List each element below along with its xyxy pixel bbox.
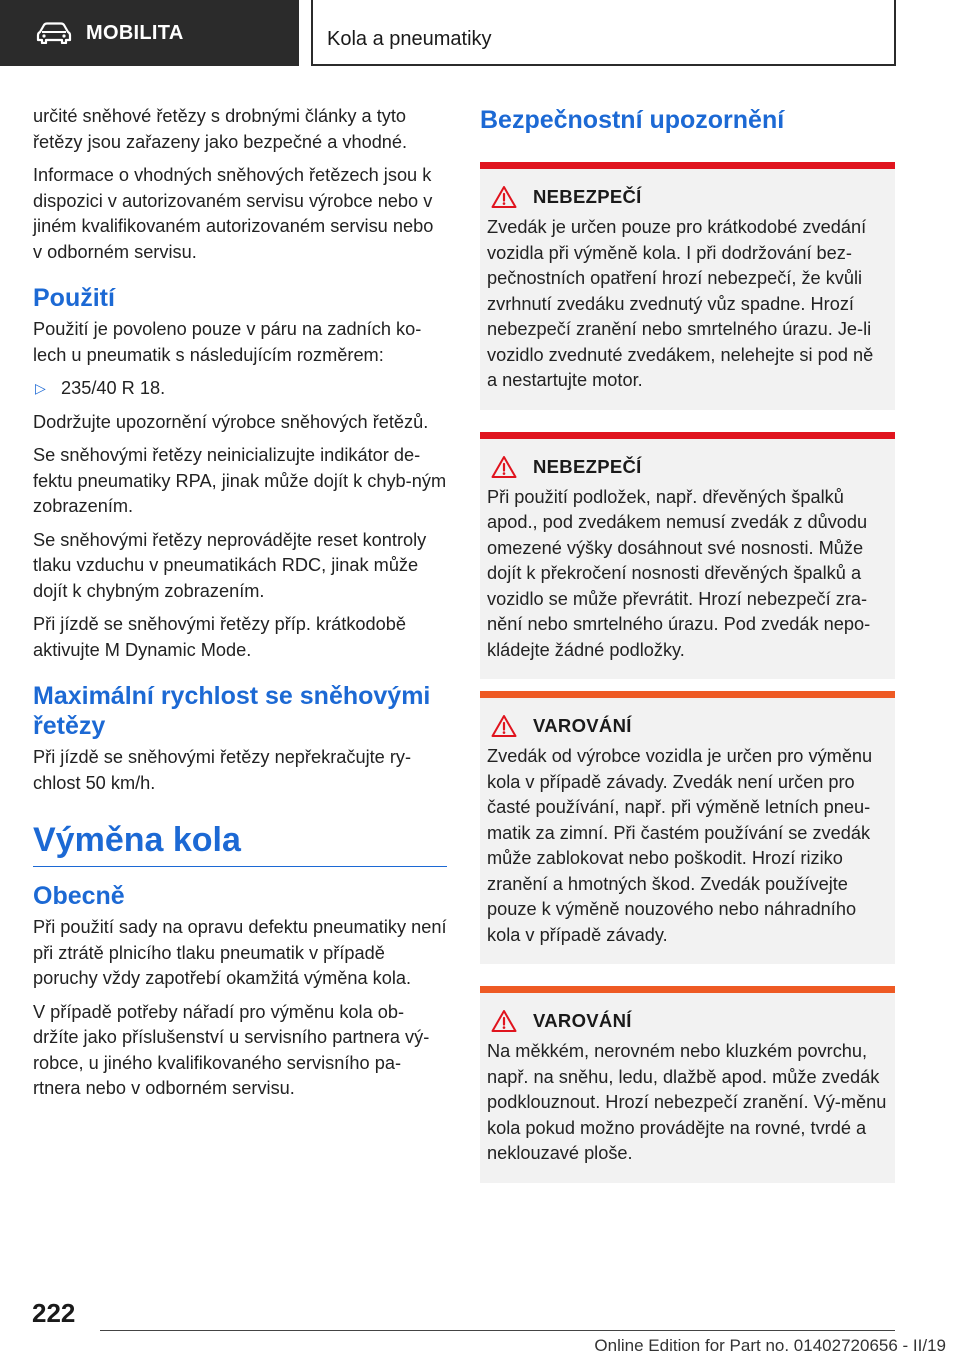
warning-text: Zvedák od výrobce vozidla je určen pro výměnu kola v případě závady. Zvedák není určen pro časté používání, např. při výměně letních pneu‐matik za zimní. Při častém používání se zvedák může zablokovat nebo poškodit. Hrozí riziko zranění a hmotných škod. Zvedák používejte pouze k výměně nouzového nebo náhradního kola v případě závady. bbox=[487, 746, 873, 945]
paragraph: Použití je povoleno pouze v páru na zadních ko‐lech u pneumatik s následujícím rozměrem: bbox=[33, 319, 422, 365]
heading-wheel-change: Výměna kola bbox=[33, 820, 447, 867]
danger-box bbox=[480, 162, 895, 410]
warning-header bbox=[491, 455, 887, 479]
section-label: MOBILITA bbox=[86, 21, 184, 44]
car-icon bbox=[36, 22, 72, 44]
list-item-text: 235/40 R 18. bbox=[61, 378, 166, 398]
list-item bbox=[33, 376, 447, 402]
paragraph: Se sněhovými řetězy neinicializujte indikátor de‐fektu pneumatiky RPA, jinak může dojít k chyb‐ným zobrazením. bbox=[33, 445, 447, 516]
warning-triangle-icon bbox=[491, 714, 517, 738]
warning-header bbox=[491, 1009, 887, 1033]
warning-text: Při použití podložek, např. dřevěných špalků apod., pod zvedákem nemusí zvedák z důvodu omezené výšky dosáhnout své nosnosti. Může dojít k překročení nosnosti dřevěných špalků a vozidlo se může převrátit. Hrozí nebezpečí zra‐nění nebo smrtelného úrazu. Pod zvedák nepo‐kládejte žádné podložky. bbox=[487, 486, 871, 660]
warning-level: VAROVÁNÍ bbox=[533, 1010, 632, 1031]
warning-level: VAROVÁNÍ bbox=[533, 715, 632, 736]
triangle-bullet-icon: ▷ bbox=[35, 380, 46, 396]
page-header bbox=[0, 0, 960, 66]
paragraph: Při jízdě se sněhovými řetězy příp. krátkodobě aktivujte M Dynamic Mode. bbox=[33, 614, 407, 660]
paragraph: Při jízdě se sněhovými řetězy nepřekračujte ry‐chlost 50 km/h. bbox=[33, 747, 412, 793]
right-column bbox=[480, 100, 895, 1195]
warning-header bbox=[491, 185, 887, 209]
chapter-tab bbox=[311, 0, 896, 66]
left-column bbox=[33, 104, 447, 1110]
heading-general: Obecně bbox=[33, 882, 125, 910]
warning-level: NEBEZPEČÍ bbox=[533, 455, 642, 477]
page-number: 222 bbox=[32, 1298, 76, 1328]
warning-level: NEBEZPEČÍ bbox=[533, 186, 642, 207]
paragraph: Informace o vhodných sněhových řetězech jsou k dispozici v autorizovaném servisu výrobce nebo v jiném kvalifikovaném autorizovaném servisu nebo v odborném servisu. bbox=[33, 165, 434, 262]
safety-heading: Bezpečnostní upozornění bbox=[480, 106, 785, 134]
heading-use: Použití bbox=[33, 284, 115, 312]
paragraph: Dodržujte upozornění výrobce sněhových řetězů. bbox=[33, 411, 429, 432]
paragraph: V případě potřeby nářadí pro výměnu kola ob‐držíte jako příslušenství u servisního partnera vý‐robce, u jiného kvalifikovaného servisního pa‐rtnera nebo v odborném servisu. bbox=[33, 1001, 430, 1098]
warning-text: Zvedák je určen pouze pro krátkodobé zvedání vozidla při výměně kola. I při dodržování bez‐pečnostních opatření hrozí nebezpečí, že kvůli zvrhnutí zvedáku zvednutý vůz spadne. Hrozí nebezpečí zranění nebo smrtelného úrazu. Je-li vozidlo zvednuté zvedákem, nelehejte si pod ně a nestartujte motor. bbox=[487, 217, 874, 390]
warning-triangle-icon bbox=[491, 185, 517, 209]
edition-note: Online Edition for Part no. 01402720656 - II/19 bbox=[594, 1336, 946, 1355]
danger-box bbox=[480, 432, 895, 680]
caution-box bbox=[480, 691, 895, 964]
paragraph: Se sněhovými řetězy neprovádějte reset kontroly tlaku vzduchu v pneumatikách RDC, jinak může dojít k chybným zobrazením. bbox=[33, 529, 427, 601]
caution-box bbox=[480, 986, 895, 1183]
paragraph: určité sněhové řetězy s drobnými články a tyto řetězy jsou zařazeny jako bezpečné a vhodné. bbox=[33, 106, 408, 152]
footer-divider bbox=[100, 1330, 895, 1331]
warning-header bbox=[491, 714, 887, 738]
warning-triangle-icon bbox=[491, 1009, 517, 1033]
heading-max-speed: Maximální rychlost se sněhovými řetězy bbox=[33, 682, 431, 740]
chapter-label: Kola a pneumatiky bbox=[327, 28, 492, 50]
section-tab bbox=[0, 0, 299, 66]
warning-text: Na měkkém, nerovném nebo kluzkém povrchu, např. na sněhu, ledu, dlažbě apod. může zvedák podklouznout. Hrozí nebezpečí zranění. Vý‐měnu kola pokud možno provádějte na rovné, tvrdé a neklouzavé ploše. bbox=[487, 1041, 887, 1163]
warning-triangle-icon bbox=[491, 455, 517, 479]
paragraph: Při použití sady na opravu defektu pneumatiky není při ztrátě plnicího tlaku pneumatik v případě poruchy vždy zapotřebí okamžitá výměna kola. bbox=[33, 917, 447, 988]
